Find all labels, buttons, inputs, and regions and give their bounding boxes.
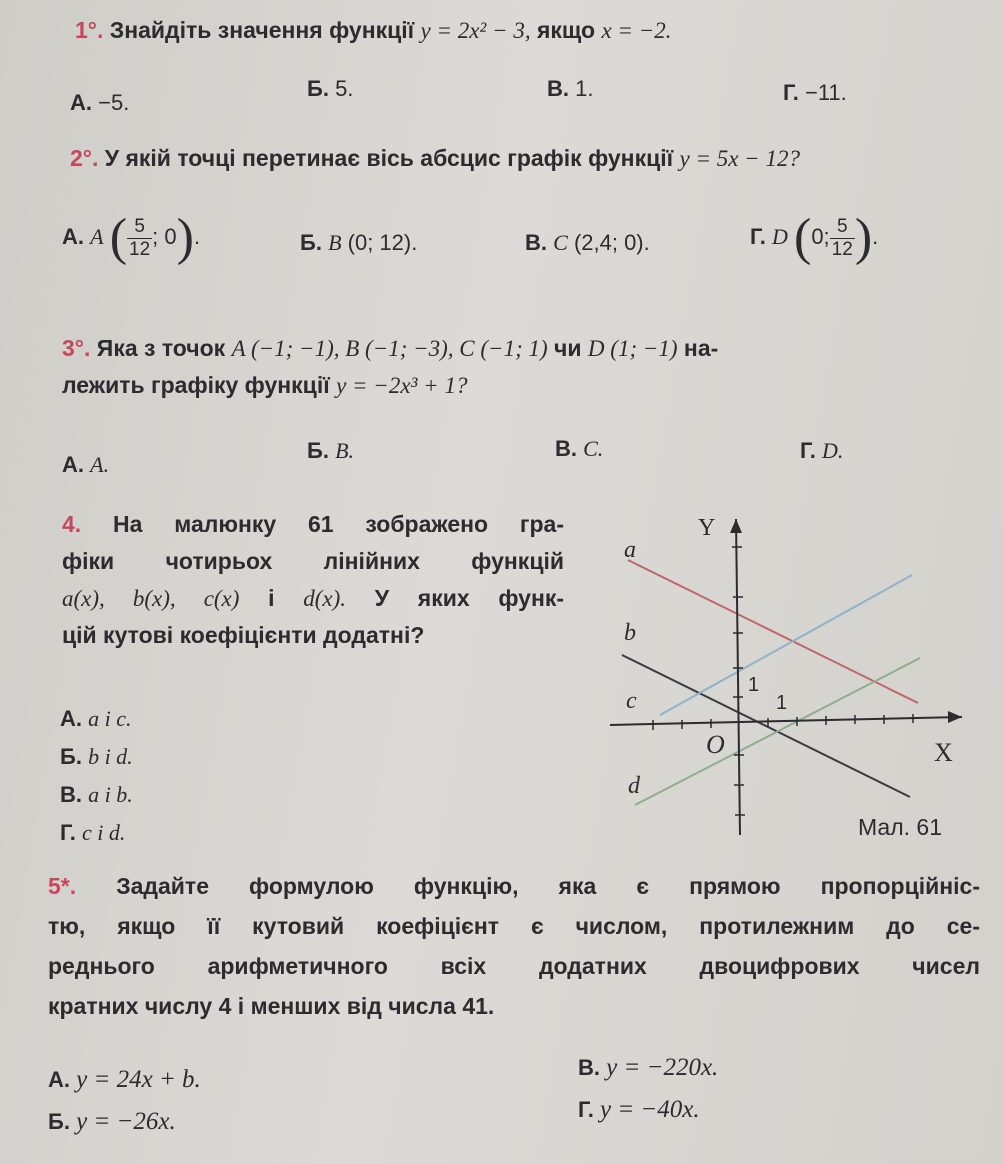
answer-option-c[interactable] — [547, 76, 593, 102]
question-text: На малюнку 61 зображено гра- — [113, 511, 564, 537]
option-value: y = −220x. — [606, 1054, 719, 1081]
point-name: D — [771, 223, 788, 249]
option-end: . — [872, 223, 879, 249]
question-text: Яка з точок — [96, 335, 226, 361]
point-rest: ; 0 — [152, 223, 177, 249]
answer-option-b[interactable] — [300, 230, 417, 256]
fraction-numerator: 5 — [127, 216, 152, 239]
option-value: b і d. — [88, 744, 133, 769]
answer-option-c[interactable] — [60, 782, 133, 808]
y-axis — [736, 519, 740, 835]
option-letter: В. — [547, 76, 569, 101]
point-name: C — [553, 230, 568, 255]
question-number: 5*. — [48, 873, 77, 899]
answer-option-b[interactable] — [307, 438, 354, 464]
option-letter: В. — [525, 230, 547, 255]
question-text: У якій точці перетинає вісь абсцис графік функції — [104, 145, 674, 171]
point-name: B — [328, 230, 342, 255]
question-text: на- — [683, 335, 719, 361]
condition: x = −2. — [601, 18, 672, 43]
fraction — [127, 216, 152, 261]
point-pre: 0; — [811, 223, 830, 249]
option-value: 5. — [335, 76, 354, 101]
option-value: y = −26x. — [76, 1108, 176, 1135]
option-value: −11. — [804, 80, 847, 105]
option-letter: Б. — [307, 76, 329, 101]
question-number: 1°. — [75, 17, 104, 43]
question-line-1 — [62, 506, 564, 543]
option-letter: Г. — [578, 1097, 594, 1122]
option-value: A. — [90, 452, 110, 477]
question-1-text — [75, 12, 671, 49]
option-value: B. — [335, 438, 355, 463]
question-number: 3°. — [62, 335, 91, 361]
option-value: y = 24x + b. — [76, 1066, 201, 1093]
question-line-3: реднього арифметичного всіх додатних двоцифрових чисел — [48, 953, 980, 979]
fraction — [830, 216, 855, 261]
line-label-d: d — [628, 773, 640, 799]
question-text: і — [268, 585, 275, 611]
answer-option-d[interactable] — [783, 80, 847, 106]
option-letter: Б. — [300, 230, 322, 255]
option-letter: Б. — [60, 744, 82, 769]
option-value: a і b. — [88, 782, 133, 807]
question-line-3 — [62, 580, 564, 617]
points-list: A (−1; −1), B (−1; −3), C (−1; 1) — [231, 336, 548, 361]
option-letter: А. — [48, 1067, 70, 1092]
x-axis — [610, 717, 962, 725]
question-text: Знайдіть значення функції — [109, 17, 415, 43]
line-d — [635, 658, 920, 805]
option-letter: А. — [60, 706, 82, 731]
question-line-1 — [62, 330, 942, 367]
answer-option-d[interactable] — [750, 209, 879, 266]
question-2-text — [70, 140, 800, 177]
option-letter: В. — [60, 782, 82, 807]
line-label-b: b — [624, 620, 636, 646]
fraction-denominator: 12 — [831, 238, 853, 260]
point-d: D (1; −1) — [587, 336, 678, 361]
x-axis-label: X — [934, 738, 953, 767]
option-end: . — [193, 223, 201, 249]
option-value: y = −40x. — [599, 1096, 700, 1123]
y-axis-arrow — [730, 519, 742, 533]
answer-option-a[interactable] — [48, 1066, 201, 1094]
answer-option-c[interactable] — [525, 230, 650, 256]
option-value: C. — [583, 436, 604, 461]
question-line-2 — [62, 367, 942, 404]
answer-option-a[interactable] — [62, 209, 201, 266]
answer-option-d[interactable] — [800, 438, 843, 464]
answer-option-b[interactable] — [307, 76, 353, 102]
fraction-numerator: 5 — [830, 216, 855, 239]
option-letter: Б. — [48, 1109, 70, 1134]
question-line-2: фіки чотирьох лінійних функцій — [62, 548, 564, 574]
option-letter: Г. — [60, 820, 76, 845]
option-value: (0; 12). — [347, 230, 418, 255]
option-value: D. — [821, 438, 844, 463]
option-letter: А. — [62, 452, 84, 477]
answer-option-b[interactable] — [60, 744, 133, 770]
question-line-2: тю, якщо її кутовий коефіцієнт є числом, протилежним до се- — [48, 913, 980, 939]
option-letter: В. — [578, 1055, 600, 1080]
paren-right: ) — [854, 209, 873, 266]
option-letter: Б. — [307, 438, 329, 463]
paren-right: ) — [176, 209, 194, 266]
figure-61 — [600, 505, 1000, 850]
option-letter: А. — [62, 223, 84, 249]
option-value: −5. — [98, 90, 130, 115]
origin-label: O — [706, 730, 725, 759]
question-text: якщо — [536, 17, 596, 43]
option-value: c і d. — [81, 820, 126, 845]
option-letter: А. — [70, 90, 92, 115]
option-letter: Г. — [750, 223, 766, 249]
option-value: 1. — [575, 76, 594, 101]
option-value: a і c. — [88, 706, 132, 731]
answer-option-c[interactable] — [555, 436, 603, 462]
question-number: 2°. — [70, 145, 99, 171]
x-axis-arrow — [948, 711, 962, 723]
question-text: У яких функ- — [374, 585, 565, 611]
question-number: 4. — [62, 511, 82, 537]
question-5-text — [48, 866, 980, 1026]
answer-option-a[interactable] — [70, 90, 129, 116]
point-name: A — [90, 223, 104, 249]
unit-label-y: 1 — [748, 674, 760, 696]
option-letter: В. — [555, 436, 577, 461]
answer-option-a[interactable] — [62, 452, 109, 478]
question-text: лежить графіку функції — [62, 372, 330, 398]
formula: y = 5x − 12? — [679, 146, 800, 171]
paren-left: ( — [793, 209, 812, 266]
option-value: (2,4; 0). — [573, 230, 650, 255]
answer-option-d[interactable] — [578, 1096, 700, 1124]
line-label-a: a — [624, 537, 636, 563]
question-text: чи — [554, 335, 582, 361]
formula: y = 2x² − 3, — [420, 18, 531, 43]
answer-option-b[interactable] — [48, 1108, 176, 1136]
option-letter: Г. — [800, 438, 816, 463]
functions-list: a(x), b(x), c(x) — [62, 586, 240, 611]
question-line-4: цій кутові коефіцієнти додатні? — [62, 622, 425, 648]
answer-option-d[interactable] — [60, 820, 125, 846]
fraction-denominator: 12 — [129, 238, 151, 260]
option-letter: Г. — [783, 80, 799, 105]
unit-label-x: 1 — [776, 692, 788, 714]
figure-caption: Мал. 61 — [858, 814, 942, 840]
question-text: Задайте формулою функцію, яка є прямою пропорційніс- — [116, 873, 980, 899]
question-line-4: кратних числу 4 і менших від числа 41. — [48, 993, 495, 1019]
question-3-text — [62, 330, 942, 404]
function-d: d(x). — [303, 586, 347, 611]
answer-option-a[interactable] — [60, 706, 132, 732]
paren-left: ( — [109, 209, 128, 266]
question-line-1 — [48, 866, 980, 906]
y-axis-label: Y — [698, 515, 716, 541]
formula: y = −2x³ + 1? — [336, 373, 468, 398]
line-label-c: c — [626, 688, 637, 714]
line-b — [622, 655, 910, 797]
question-4-text — [62, 506, 564, 654]
answer-option-c[interactable] — [578, 1054, 718, 1082]
